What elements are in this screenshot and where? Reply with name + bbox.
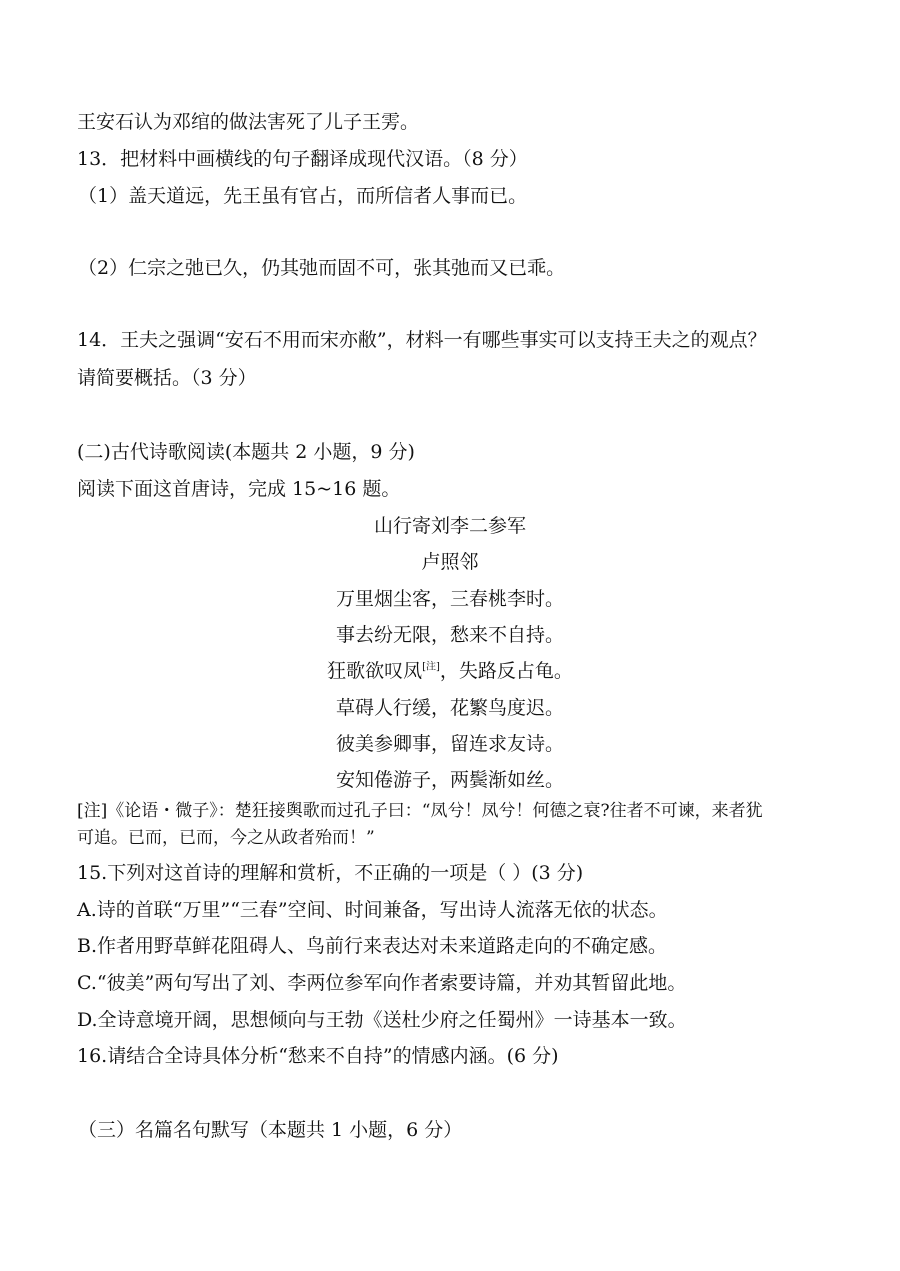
poem-line-3-part-2: ，失路反占龟。 — [439, 660, 573, 682]
poem-line-1: 万里烟尘客，三春桃李时。 — [335, 588, 564, 610]
poem-line-3 — [0, 659, 900, 683]
poem-title: 山行寄刘李二参军 — [373, 515, 526, 537]
question-14-line-2: 请简要概括。（3 分） — [77, 367, 257, 389]
question-14-line-1: 14．王夫之强调“安石不用而宋亦敝”，材料一有哪些事实可以支持王夫之的观点？ — [77, 329, 767, 351]
intro-line: 王安石认为邓绾的做法害死了儿子王雱。 — [77, 111, 420, 133]
poem-author: 卢照邻 — [421, 551, 479, 573]
question-15-option-d: D.全诗意境开阔，思想倾向与王勃《送杜少府之任蜀州》一诗基本一致。 — [77, 1009, 687, 1031]
section-2-heading: (二)古代诗歌阅读(本题共 2 小题，9 分) — [77, 441, 415, 463]
poem-note-line-2: 可追。已而，已而，今之从政者殆而！” — [77, 828, 375, 848]
section-3-heading: （三）名篇名句默写（本题共 1 小题，6 分） — [78, 1119, 463, 1141]
question-13-part-2: （2）仁宗之弛已久，仍其弛而固不可，张其弛而又已乖。 — [78, 257, 566, 279]
poem-line-6: 安知倦游子，两鬓渐如丝。 — [335, 769, 564, 791]
question-15-option-a: A.诗的首联“万里”“三春”空间、时间兼备，写出诗人流落无依的状态。 — [77, 899, 668, 921]
poem-line-2: 事去纷无限，愁来不自持。 — [335, 624, 564, 646]
section-2-instruction: 阅读下面这首唐诗，完成 15~16 题。 — [77, 478, 401, 500]
question-15-option-c: C.“彼美”两句写出了刘、李两位参军向作者索要诗篇，并劝其暂留此地。 — [77, 972, 687, 994]
question-13-stem: 13．把材料中画横线的句子翻译成现代汉语。（8 分） — [77, 148, 528, 170]
question-15-option-b: B.作者用野草鲜花阻碍人、鸟前行来表达对未来道路走向的不确定感。 — [77, 935, 668, 957]
question-16: 16.请结合全诗具体分析“愁来不自持”的情感内涵。(6 分) — [77, 1045, 559, 1067]
poem-line-4: 草碍人行缓，花繁鸟度迟。 — [335, 697, 564, 719]
question-15-stem: 15.下列对这首诗的理解和赏析，不正确的一项是（ ）(3 分) — [77, 862, 584, 884]
poem-line-3-part-1: 狂歌欲叹凤 — [327, 660, 423, 682]
question-13-part-1: （1）盖天道远，先王虽有官占，而所信者人事而已。 — [78, 185, 528, 207]
poem-note-line-1: [注]《论语・微子》：楚狂接舆歌而过孔子曰：“凤兮！凤兮！何德之衰?往者不可谏，来者犹 — [77, 801, 763, 821]
poem-line-5: 彼美参卿事，留连求友诗。 — [335, 733, 564, 755]
note-reference-marker: [注] — [422, 661, 440, 673]
